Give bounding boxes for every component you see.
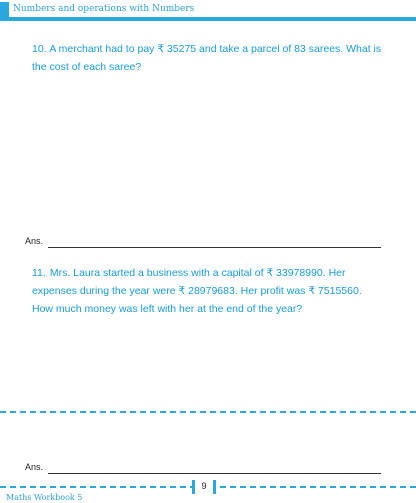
header-bar bbox=[0, 17, 416, 21]
answer-label: Ans. bbox=[25, 236, 44, 246]
answer-rule bbox=[48, 473, 381, 474]
question-11 bbox=[32, 264, 384, 318]
answer-line-11[interactable] bbox=[25, 462, 381, 474]
page-number-block bbox=[192, 480, 216, 494]
question-text: Mrs. Laura started a business with a capital of ₹ 33978990. Her expenses during the year were ₹ 28979683. Her profit was ₹ 7515560. How much money was left with her at the end of the year? bbox=[32, 267, 362, 315]
answer-line-10[interactable] bbox=[25, 236, 381, 248]
answer-label: Ans. bbox=[25, 462, 44, 472]
question-10 bbox=[32, 40, 384, 76]
question-number: 10. bbox=[32, 43, 47, 55]
answer-rule bbox=[48, 247, 381, 248]
dashed-divider bbox=[0, 411, 416, 413]
question-text: A merchant had to pay ₹ 35275 and take a parcel of 83 sarees. What is the cost of each saree? bbox=[32, 43, 382, 73]
page-number: 9 bbox=[201, 481, 207, 491]
question-number: 11. bbox=[32, 267, 46, 279]
chapter-title: Numbers and operations with Numbers bbox=[13, 4, 195, 14]
book-title: Maths Workbook 5 bbox=[6, 493, 83, 502]
